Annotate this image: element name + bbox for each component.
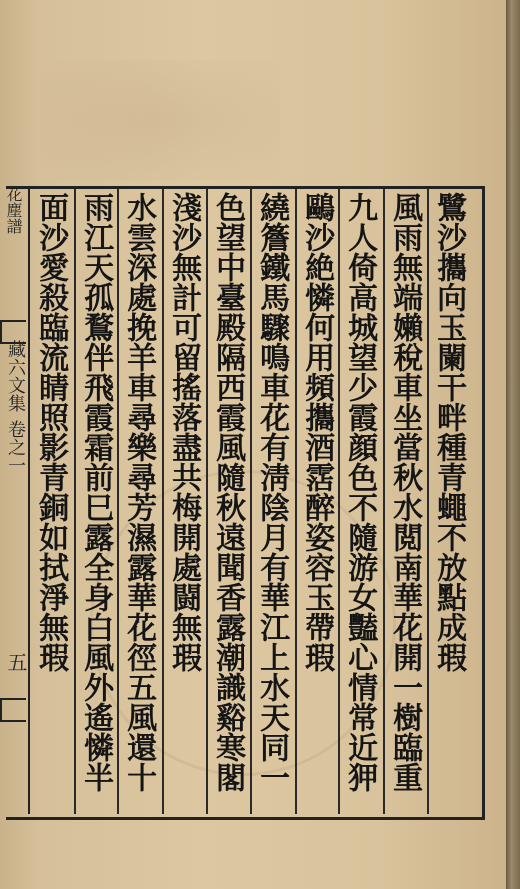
text-column-6: 色望中臺殿隔西霞風隨秋遠聞香露潮識谿寒閣 <box>210 192 246 792</box>
text-column-7: 淺沙無計可留搖落盡共梅開處闘無瑕 <box>166 192 202 672</box>
page-number: 五 <box>4 652 28 672</box>
center-fold-rule <box>28 189 30 814</box>
column-rule <box>117 189 119 814</box>
margin-title: 藏六文集 <box>5 340 26 412</box>
column-rule <box>250 189 252 814</box>
text-column-8: 水雲深處挽羊車尋樂尋芳濕露華花徑五風還十 <box>121 192 157 792</box>
column-rule <box>295 189 297 814</box>
text-column-10: 面沙愛殺臨流睛照影青銅如拭淨無瑕 <box>33 192 69 672</box>
margin-top-text: 花塵譜 <box>4 186 23 234</box>
text-column-4: 鷗沙絶憐何用頻攜酒霑醉姿容玉帶瑕 <box>299 192 335 672</box>
column-rule <box>427 189 429 814</box>
text-column-3: 九人倚高城望少霞顔色不隨游女豔心情常近狎 <box>342 192 378 792</box>
column-rule <box>206 189 208 814</box>
paper-stain <box>40 60 280 180</box>
fishtail-mark-bottom <box>0 698 26 722</box>
text-column-9: 雨江天孤鶩伴飛霞霜前巳露全身白風外遙憐半 <box>78 192 114 792</box>
text-column-5: 繞簷鐵馬驟鳴車花有淸陰月有華江上水天同一 <box>254 192 290 792</box>
text-column-1: 鷺沙攜向玉闌干畔種青蠅不放點成瑕 <box>431 192 467 672</box>
column-rule <box>338 189 340 814</box>
text-column-2: 風雨無端嬾稅車坐當秋水閲南華花開一樹臨重 <box>387 192 423 792</box>
margin-volume: 卷之一 <box>5 420 26 474</box>
column-rule <box>383 189 385 814</box>
column-rule <box>74 189 76 814</box>
column-rule <box>162 189 164 814</box>
book-spine <box>506 0 520 889</box>
